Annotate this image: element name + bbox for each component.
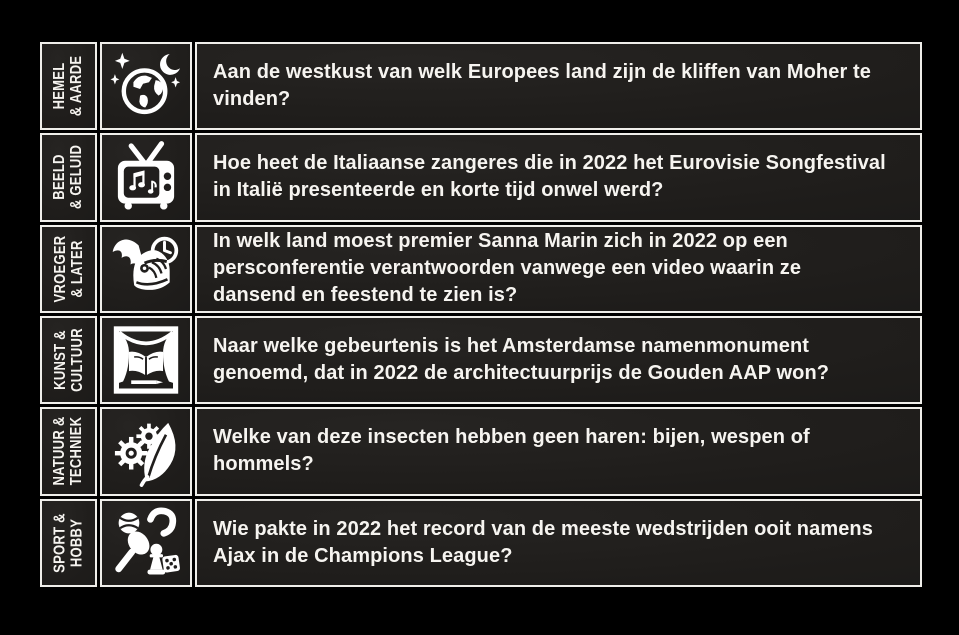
category-cell-beeld-geluid (40, 133, 97, 221)
category-line2: & AARDE (68, 55, 86, 117)
category-cell-natuur-techniek (40, 407, 97, 495)
quiz-board (40, 42, 922, 587)
category-line2: TECHNIEK (68, 417, 86, 486)
category-label (52, 328, 86, 392)
question-cell (195, 42, 922, 130)
question-cell (195, 499, 922, 587)
category-line1: SPORT & (51, 513, 69, 573)
category-line1: HEMEL (51, 62, 69, 110)
question-text: Hoe heet de Italiaanse zangeres die in 2022 het Eurovisie Songfestival in Italië presenteerde en korte tijd onwel werd? (213, 152, 886, 202)
question-text: Wie pakte in 2022 het record van de meeste wedstrijden ooit namens Ajax in de Champions League? (213, 517, 873, 567)
knight-helmet-clock-icon (109, 232, 183, 306)
question-text: Aan de westkust van welk Europees land zijn de kliffen van Moher te vinden? (213, 61, 871, 111)
icon-cell (100, 316, 192, 404)
icon-cell (100, 407, 192, 495)
question-cell (195, 133, 922, 221)
category-cell-kunst-cultuur (40, 316, 97, 404)
question-cell (195, 225, 922, 313)
category-label (52, 417, 86, 486)
category-line2: & GELUID (68, 145, 86, 210)
sports-games-icon (109, 506, 183, 580)
icon-cell (100, 133, 192, 221)
stage-curtains-book-icon (109, 323, 183, 397)
gears-leaf-icon (109, 414, 183, 488)
category-line2: HOBBY (68, 518, 86, 567)
category-line1: NATUUR & (51, 416, 69, 487)
tv-music-icon (109, 140, 183, 214)
category-label (52, 145, 86, 209)
category-label (52, 56, 86, 117)
category-line1: VROEGER (51, 235, 69, 303)
category-line1: BEELD (51, 154, 69, 201)
category-line2: & LATER (68, 240, 86, 298)
icon-cell (100, 225, 192, 313)
category-label (52, 235, 86, 302)
category-line1: KUNST & (51, 330, 69, 390)
category-cell-hemel-aarde (40, 42, 97, 130)
category-cell-vroeger-later (40, 225, 97, 313)
question-cell (195, 316, 922, 404)
icon-cell (100, 42, 192, 130)
category-label (52, 513, 86, 573)
category-line2: CULTUUR (68, 328, 86, 393)
question-cell (195, 407, 922, 495)
icon-cell (100, 499, 192, 587)
question-text: In welk land moest premier Sanna Marin zich in 2022 op een persconferentie verantwoorden vanwege een video waarin ze dansend en feestend te zien is? (213, 230, 802, 307)
globe-stars-moon-icon (109, 49, 183, 123)
question-text: Naar welke gebeurtenis is het Amsterdamse namenmonument genoemd, dat in 2022 de architectuurprijs de Gouden AAP won? (213, 335, 830, 385)
question-text: Welke van deze insecten hebben geen haren: bijen, wespen of hommels? (213, 426, 810, 476)
category-cell-sport-hobby (40, 499, 97, 587)
